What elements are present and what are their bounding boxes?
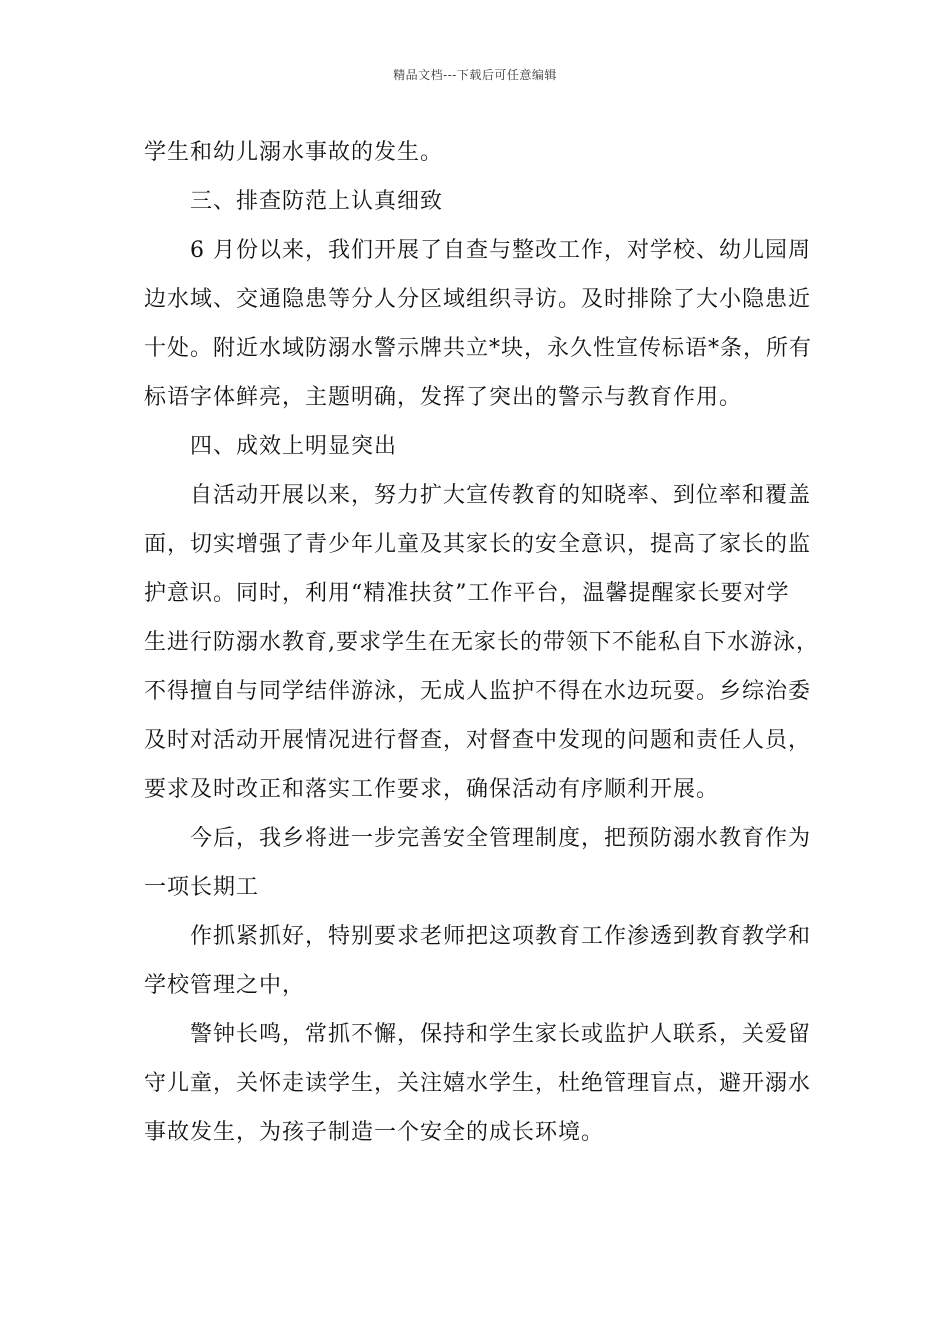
text-line: 要求及时改正和落实工作要求，确保活动有序顺利开展。: [144, 777, 720, 802]
text-line: 警钟长鸣，常抓不懈，保持和学生家长或监护人联系，关爱留: [190, 1022, 812, 1047]
text-line: 6 月份以来，我们开展了自查与整改工作，对学校、幼儿园周: [190, 238, 811, 263]
text-line: 今后，我乡将进一步完善安全管理制度，把预防溺水教育作为: [190, 826, 812, 851]
text-line: 作抓紧抓好，特别要求老师把这项教育工作渗透到教育教学和: [190, 924, 812, 949]
text-line: 面，切实增强了青少年儿童及其家长的安全意识，提高了家长的监: [144, 532, 812, 557]
text-line: 事故发生，为孩子制造一个安全的成长环境。: [144, 1120, 605, 1145]
section-heading: 四、成效上明显突出: [190, 434, 398, 459]
section-heading: 三、排查防范上认真细致: [190, 189, 444, 214]
text-line: 不得擅自与同学结伴游泳，无成人监护不得在水边玩耍。乡综治委: [144, 679, 812, 704]
text-line: 自活动开展以来，努力扩大宣传教育的知晓率、到位率和覆盖: [190, 483, 812, 508]
text-line: 护意识。同时，利用“精准扶贫”工作平台，温馨提醒家长要对学: [144, 581, 790, 606]
text-line: 边水域、交通隐患等分人分区域组织寻访。及时排除了大小隐患近: [144, 287, 812, 312]
text-line: 标语字体鲜亮，主题明确，发挥了突出的警示与教育作用。: [144, 385, 743, 410]
text-line: 守儿童，关怀走读学生，关注嬉水学生，杜绝管理盲点，避开溺水: [144, 1071, 812, 1096]
text-line: 学校管理之中，: [144, 973, 306, 998]
text-line: 一项长期工: [144, 875, 260, 900]
text-line: 十处。附近水域防溺水警示牌共立*块，永久性宣传标语*条，所有: [144, 336, 813, 361]
text-line: 学生和幼儿溺水事故的发生。: [144, 140, 444, 165]
text-line: 及时对活动开展情况进行督查，对督查中发现的问题和责任人员，: [144, 728, 812, 753]
text-line: 生进行防溺水教育,要求学生在无家长的带领下不能私自下水游泳，: [144, 630, 819, 655]
page-header: 精品文档---下载后可任意编辑: [393, 68, 557, 82]
document-body: [144, 128, 819, 1157]
